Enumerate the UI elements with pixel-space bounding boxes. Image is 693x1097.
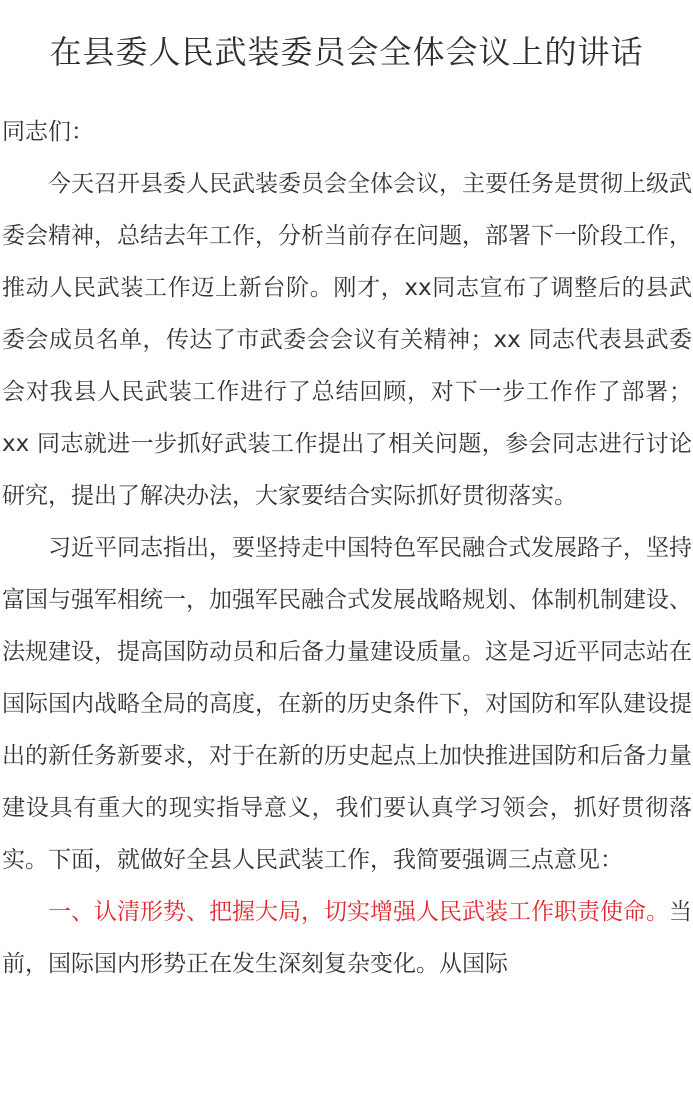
salutation: 同志们：: [2, 119, 94, 145]
section-text-1: 当前，国际国内形势正在发生深刻复杂变化。从国际: [2, 899, 692, 977]
document-body: [2, 106, 692, 990]
section-heading-1: 一、认清形势、把握大局，切实增强人民武装工作职责使命。: [48, 899, 669, 925]
paragraph-1: 今天召开县委人民武装委员会全体会议，主要任务是贯彻上级武委会精神，总结去年工作，分析当前存在问题，部署下一阶段工作，推动人民武装工作迈上新台阶。刚才，xx同志宣布了调整后的县武委会成员名单，传达了市武委会会议有关精神；xx 同志代表县武委会对我县人民武装工作进行了总结回顾，对下一步工作作了部署；xx 同志就进一步抓好武装工作提出了相关问题，参会同志进行讨论研究，提出了解决办法，大家要结合实际抓好贯彻落实。: [2, 171, 692, 509]
document-title: 在县委人民武装委员会全体会议上的讲话: [49, 33, 644, 71]
paragraph-3: [2, 886, 692, 990]
paragraph-2: 习近平同志指出，要坚持走中国特色军民融合式发展路子，坚持富国与强军相统一，加强军民融合式发展战略规划、体制机制建设、法规建设，提高国防动员和后备力量建设质量。这是习近平同志站在国际国内战略全局的高度，在新的历史条件下，对国防和军队建设提出的新任务新要求，对于在新的历史起点上加快推进国防和后备力量建设具有重大的现实指导意义，我们要认真学习领会，抓好贯彻落实。下面，就做好全县人民武装工作，我简要强调三点意见：: [2, 535, 692, 873]
